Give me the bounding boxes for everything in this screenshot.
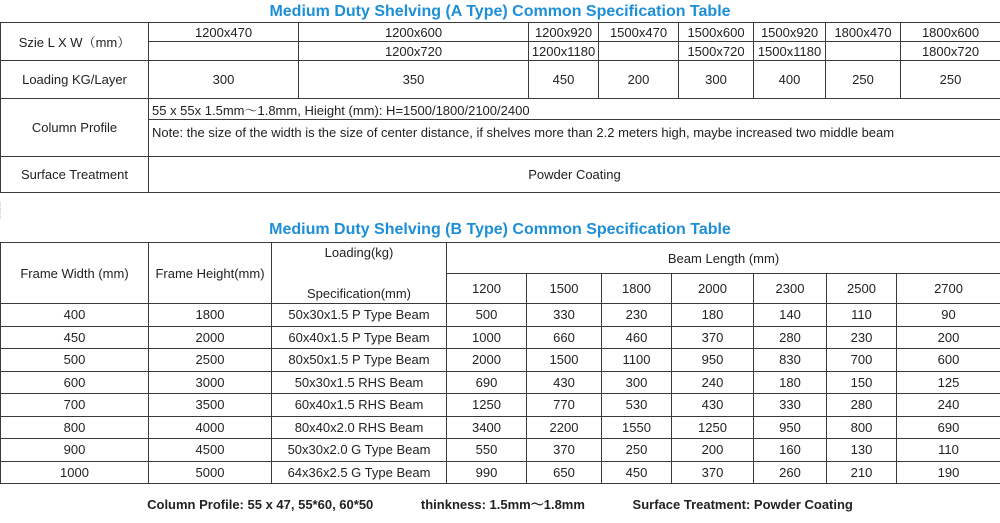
loading-value-cell: 240 — [897, 394, 1000, 417]
loading-value-cell: 190 — [897, 461, 1000, 484]
frame-height-cell: 4000 — [149, 416, 272, 439]
footer-thickness: thinkness: 1.5mm～1.8mm — [420, 497, 585, 512]
loading-value-cell: 430 — [527, 371, 602, 394]
frame-height-cell: 4500 — [149, 439, 272, 462]
column-profile-label: Column Profile — [1, 99, 149, 157]
loading-value-cell: 150 — [827, 371, 897, 394]
specification-cell: 50x30x1.5 P Type Beam — [272, 304, 447, 327]
loading-value-cell: 160 — [754, 439, 827, 462]
size-cell: 1200x600 — [299, 23, 529, 42]
loading-value-cell: 125 — [897, 371, 1000, 394]
loading-value-cell: 370 — [672, 461, 754, 484]
spacer-row — [0, 202, 1000, 219]
column-profile-spec: 55 x 55x 1.5mm～1.8mm, Hieight (mm): H=1500/1800/2100/2400 — [149, 99, 1000, 120]
beam-length-cell: 2300 — [754, 274, 827, 304]
specification-cell: 80x40x2.0 RHS Beam — [272, 416, 447, 439]
loading-value-cell: 110 — [827, 304, 897, 327]
size-cell: 1500x720 — [679, 42, 754, 61]
loading-value-cell: 240 — [672, 371, 754, 394]
loading-value-cell: 800 — [827, 416, 897, 439]
size-cell: 1500x920 — [754, 23, 826, 42]
spec-table-b — [0, 242, 1000, 484]
frame-height-cell: 3500 — [149, 394, 272, 417]
beam-length-cell: 2000 — [672, 274, 754, 304]
loading-value-cell: 130 — [827, 439, 897, 462]
table-row — [1, 371, 1000, 394]
loading-value-cell: 830 — [754, 349, 827, 372]
beam-length-cell: 1200 — [447, 274, 527, 304]
table-row — [1, 439, 1000, 462]
loading-cell: 400 — [754, 61, 826, 99]
loading-value-cell: 250 — [602, 439, 672, 462]
loading-cell: 350 — [299, 61, 529, 99]
loading-value-cell: 1500 — [527, 349, 602, 372]
loading-cell: 300 — [679, 61, 754, 99]
loading-value-cell: 430 — [672, 394, 754, 417]
surface-value: Powder Coating — [149, 157, 1000, 193]
header-row-1 — [1, 243, 1000, 274]
specification-header-label: Specification(mm) — [306, 286, 412, 301]
loading-value-cell: 1100 — [602, 349, 672, 372]
frame-width-cell: 600 — [1, 371, 149, 394]
size-cell — [149, 42, 299, 61]
loading-value-cell: 1250 — [672, 416, 754, 439]
loading-value-cell: 230 — [602, 304, 672, 327]
loading-value-cell: 990 — [447, 461, 527, 484]
size-row-2 — [1, 42, 1000, 61]
footer-surface: Surface Treatment: Powder Coating — [632, 497, 853, 512]
column-profile-row-2 — [1, 120, 1000, 157]
loading-value-cell: 950 — [754, 416, 827, 439]
loading-value-cell: 330 — [527, 304, 602, 327]
size-cell: 1500x1180 — [754, 42, 826, 61]
column-profile-note: Note: the size of the width is the size of center distance, if shelves more than 2.2 meters high, maybe increased two middle beam — [149, 120, 1000, 157]
frame-height-cell: 2000 — [149, 326, 272, 349]
loading-value-cell: 330 — [754, 394, 827, 417]
frame-width-header: Frame Width (mm) — [1, 243, 149, 304]
frame-height-cell: 5000 — [149, 461, 272, 484]
size-cell: 1800x720 — [901, 42, 1000, 61]
size-cell: 1200x470 — [149, 23, 299, 42]
specification-cell: 50x30x2.0 G Type Beam — [272, 439, 447, 462]
loading-spec-header — [272, 243, 447, 304]
loading-value-cell: 3400 — [447, 416, 527, 439]
frame-height-header: Frame Height(mm) — [149, 243, 272, 304]
loading-value-cell: 1000 — [447, 326, 527, 349]
loading-cell: 250 — [826, 61, 901, 99]
size-row-1 — [1, 23, 1000, 42]
loading-value-cell: 280 — [827, 394, 897, 417]
specification-cell: 50x30x1.5 RHS Beam — [272, 371, 447, 394]
beam-length-cell: 2500 — [827, 274, 897, 304]
loading-value-cell: 300 — [602, 371, 672, 394]
loading-value-cell: 140 — [754, 304, 827, 327]
loading-row — [1, 61, 1000, 99]
table-row — [1, 349, 1000, 372]
frame-height-cell: 3000 — [149, 371, 272, 394]
surface-row — [1, 157, 1000, 193]
loading-cell: 250 — [901, 61, 1000, 99]
size-cell: 1800x470 — [826, 23, 901, 42]
loading-value-cell: 460 — [602, 326, 672, 349]
specification-cell: 80x50x1.5 P Type Beam — [272, 349, 447, 372]
specification-cell: 60x40x1.5 RHS Beam — [272, 394, 447, 417]
loading-value-cell: 700 — [827, 349, 897, 372]
loading-value-cell: 180 — [754, 371, 827, 394]
loading-value-cell: 690 — [447, 371, 527, 394]
table-a-title: Medium Duty Shelving (A Type) Common Specification Table — [269, 3, 731, 20]
size-cell — [599, 42, 679, 61]
loading-value-cell: 110 — [897, 439, 1000, 462]
surface-label: Surface Treatment — [1, 157, 149, 193]
loading-value-cell: 230 — [827, 326, 897, 349]
frame-width-cell: 700 — [1, 394, 149, 417]
loading-value-cell: 200 — [897, 326, 1000, 349]
loading-value-cell: 1550 — [602, 416, 672, 439]
table-row — [1, 304, 1000, 327]
loading-value-cell: 650 — [527, 461, 602, 484]
size-cell: 1500x470 — [599, 23, 679, 42]
table-row — [1, 416, 1000, 439]
column-profile-row-1 — [1, 99, 1000, 120]
footer-note — [0, 496, 1000, 514]
spec-table-a — [0, 22, 1000, 193]
frame-width-cell: 800 — [1, 416, 149, 439]
loading-value-cell: 370 — [527, 439, 602, 462]
loading-value-cell: 280 — [754, 326, 827, 349]
loading-value-cell: 950 — [672, 349, 754, 372]
loading-cell: 450 — [529, 61, 599, 99]
footer-column-profile: Column Profile: 55 x 47, 55*60, 60*50 — [147, 497, 374, 512]
loading-value-cell: 90 — [897, 304, 1000, 327]
loading-value-cell: 210 — [827, 461, 897, 484]
size-label: Szie L X W（mm） — [1, 23, 149, 61]
loading-header-label: Loading(kg) — [324, 245, 394, 260]
specification-cell: 60x40x1.5 P Type Beam — [272, 326, 447, 349]
loading-value-cell: 180 — [672, 304, 754, 327]
loading-value-cell: 660 — [527, 326, 602, 349]
loading-value-cell: 600 — [897, 349, 1000, 372]
beam-length-cell: 1500 — [527, 274, 602, 304]
loading-value-cell: 690 — [897, 416, 1000, 439]
loading-label: Loading KG/Layer — [1, 61, 149, 99]
loading-value-cell: 550 — [447, 439, 527, 462]
loading-value-cell: 450 — [602, 461, 672, 484]
frame-height-cell: 2500 — [149, 349, 272, 372]
size-cell: 1200x1180 — [529, 42, 599, 61]
loading-value-cell: 2000 — [447, 349, 527, 372]
loading-value-cell: 1250 — [447, 394, 527, 417]
loading-value-cell: 500 — [447, 304, 527, 327]
frame-width-cell: 400 — [1, 304, 149, 327]
beam-length-cell: 1800 — [602, 274, 672, 304]
beam-length-cell: 2700 — [897, 274, 1000, 304]
frame-width-cell: 450 — [1, 326, 149, 349]
frame-height-cell: 1800 — [149, 304, 272, 327]
loading-value-cell: 370 — [672, 326, 754, 349]
frame-width-cell: 900 — [1, 439, 149, 462]
table-row — [1, 394, 1000, 417]
table-row — [1, 461, 1000, 484]
frame-width-cell: 500 — [1, 349, 149, 372]
size-cell: 1500x600 — [679, 23, 754, 42]
size-cell — [826, 42, 901, 61]
size-cell: 1200x920 — [529, 23, 599, 42]
loading-cell: 200 — [599, 61, 679, 99]
loading-cell: 300 — [149, 61, 299, 99]
size-cell: 1800x600 — [901, 23, 1000, 42]
beam-length-header: Beam Length (mm) — [447, 243, 1000, 274]
table-b-body — [1, 304, 1000, 484]
size-cell: 1200x720 — [299, 42, 529, 61]
specification-cell: 64x36x2.5 G Type Beam — [272, 461, 447, 484]
table-b-title: Medium Duty Shelving (B Type) Common Specification Table — [269, 221, 731, 238]
table-row — [1, 326, 1000, 349]
loading-value-cell: 200 — [672, 439, 754, 462]
loading-value-cell: 2200 — [527, 416, 602, 439]
loading-value-cell: 260 — [754, 461, 827, 484]
loading-value-cell: 530 — [602, 394, 672, 417]
frame-width-cell: 1000 — [1, 461, 149, 484]
loading-value-cell: 770 — [527, 394, 602, 417]
